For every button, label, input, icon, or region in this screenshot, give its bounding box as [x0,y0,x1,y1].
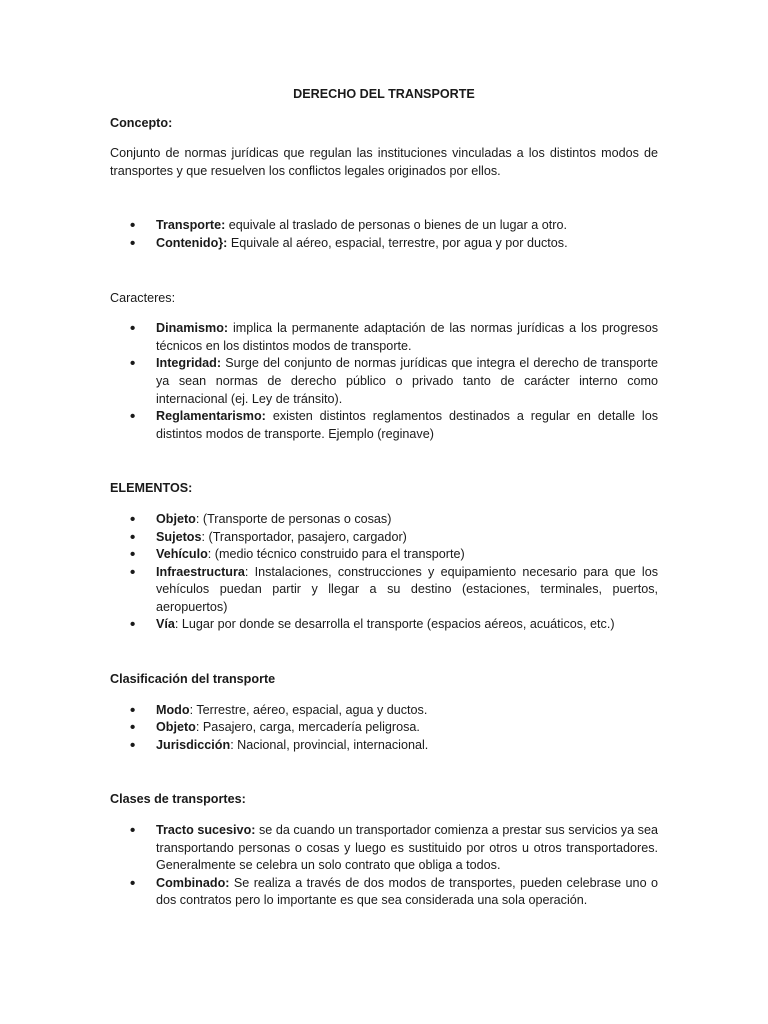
item-term: Dinamismo: [156,321,229,336]
caracteres-heading: Caracteres: [110,290,176,305]
list-item [110,546,658,564]
item-term: Reglamentarismo: [156,409,266,424]
concepto-paragraph: Conjunto de normas jurídicas que regulan las instituciones vinculadas a los distintos modos de transportes y que resuelven los conflictos legales originados por ellos. [110,146,658,178]
item-term: Modo [156,702,190,717]
list-item [110,822,658,875]
document-title: DERECHO DEL TRANSPORTE [293,87,475,101]
list-item [110,320,658,355]
item-term: Vía [156,617,175,632]
list-item [110,511,658,529]
elementos-heading: ELEMENTOS: [110,481,193,496]
item-text: : Lugar por donde se desarrolla el transporte (espacios aéreos, acuáticos, etc.) [174,617,615,632]
clases-heading: Clases de transportes: [110,792,246,807]
list-item [110,217,658,235]
item-text: existen distintos reglamentos destinados a regular en detalle los distintos modos de transporte. Ejemplo (reginave) [156,409,658,441]
item-text: Se realiza a través de dos modos de transportes, pueden celebrase uno o dos contratos pero lo importante es que sea considerada una sola operación. [156,875,658,908]
list-item [110,529,658,547]
item-text: Equivale al aéreo, espacial, terrestre, por agua y por ductos. [227,235,568,250]
item-text: : (medio técnico construido para el transporte) [207,547,465,562]
item-term: Jurisdicción [156,737,231,752]
item-text: implica la permanente adaptación de las normas jurídicas a los progresos técnicos en los distintos modos de transporte. [156,321,658,353]
elementos-list [110,511,658,634]
document-content [110,86,658,910]
list-item [110,235,658,253]
item-term: Infraestructura [156,564,245,579]
list-item [110,702,658,720]
list-item [110,737,658,755]
list-item [110,719,658,737]
item-term: Sujetos [156,529,202,544]
item-text: : Nacional, provincial, internacional. [230,737,429,752]
list-item [110,875,658,910]
clases-list [110,822,658,910]
item-term: Tracto sucesivo: [156,823,256,838]
caracteres-list [110,320,658,443]
item-term: Integridad: [156,356,222,371]
item-text: : Instalaciones, construcciones y equipamiento necesario para que los vehículos puedan partir y llegar a su destino (estaciones, terminales, puertos, aeropuertos) [156,564,658,614]
concepto-list [110,217,658,252]
list-item [110,564,658,617]
item-term: Objeto [156,511,196,526]
concepto-heading: Concepto: [110,115,173,130]
list-item [110,355,658,408]
item-term: Contenido}: [156,235,228,250]
list-item [110,408,658,443]
item-text: se da cuando un transportador comienza a prestar sus servicios ya sea transportando personas o cosas y luego es sustituido por otros u otros transportadores. Generalmente se celebra un solo contrato que obliga a todos. [156,823,658,873]
item-term: Objeto [156,720,196,735]
clasificacion-heading: Clasificación del transporte [110,672,276,687]
item-term: Vehículo [156,547,208,562]
item-term: Combinado: [156,875,230,890]
item-text: equivale al traslado de personas o bienes de un lugar a otro. [225,218,567,233]
item-text: Surge del conjunto de normas jurídicas que integra el derecho de transporte ya sean normas de derecho público o privado tanto de carácter interno como internacional (ej. Ley de tránsito). [156,356,658,406]
item-term: Transporte: [156,218,226,233]
item-text: : Terrestre, aéreo, espacial, agua y ductos. [189,702,428,717]
item-text: : (Transporte de personas o cosas) [195,511,392,526]
clasificacion-list [110,702,658,755]
list-item [110,616,658,634]
item-text: : (Transportador, pasajero, cargador) [201,529,407,544]
item-text: : Pasajero, carga, mercadería peligrosa. [195,720,420,735]
